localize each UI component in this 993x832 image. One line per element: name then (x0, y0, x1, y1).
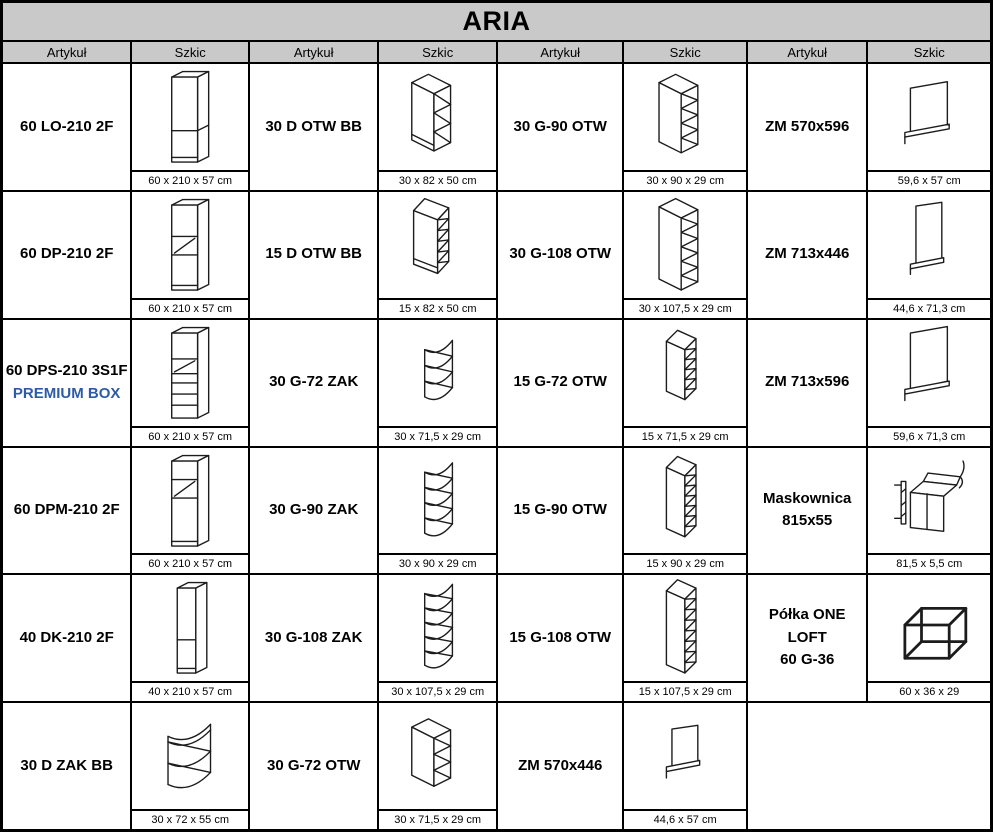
base-open-shelf-30-icon (384, 66, 491, 168)
sketch-area (868, 575, 990, 681)
article-cell (498, 575, 622, 701)
column-header-szkic: Szkic (379, 42, 496, 62)
article-code: 30 G-72 ZAK (269, 373, 359, 391)
article-code: 60 DPS-210 3S1F (5, 362, 128, 380)
article-cell (498, 703, 622, 829)
article-code: 30 G-108 OTW (509, 245, 612, 263)
sketch-cell (132, 192, 248, 318)
dimensions-label: 30 x 71,5 x 29 cm (379, 426, 496, 446)
sketch-area (624, 703, 746, 809)
sketch-cell (379, 448, 496, 574)
column-header-artykul: Artykuł (498, 42, 622, 62)
sketch-cell (624, 64, 746, 190)
column-header-artykul: Artykuł (3, 42, 130, 62)
dimensions-label: 30 x 90 x 29 cm (379, 553, 496, 573)
sketch-area (379, 575, 496, 681)
column-header-artykul: Artykuł (748, 42, 867, 62)
column-header-szkic: Szkic (624, 42, 746, 62)
sketch-cell (624, 448, 746, 574)
sketch-area (379, 320, 496, 426)
article-code: ZM 570x446 (518, 756, 603, 774)
article-cell (3, 448, 130, 574)
sketch-area (379, 64, 496, 170)
wall-open-shelf-30-90-icon (629, 66, 741, 168)
catalog-title: ARIA (3, 3, 990, 40)
article-cell (748, 448, 867, 574)
article-cell (748, 64, 867, 190)
article-cell (3, 575, 130, 701)
article-cell (3, 320, 130, 446)
sketch-cell (379, 64, 496, 190)
article-code-line2: 60 G-36 (780, 651, 835, 669)
corner-shelf-30-108-icon (384, 577, 491, 679)
premium-box-note: PREMIUM BOX (12, 384, 121, 402)
sketch-area (132, 64, 248, 170)
article-code-line2: 815x55 (782, 512, 833, 530)
loft-frame-shelf-icon (873, 577, 985, 679)
article-code: 30 D ZAK BB (20, 756, 113, 774)
article-code: 30 G-90 OTW (513, 117, 607, 135)
article-cell (748, 192, 867, 318)
dimensions-label: 15 x 71,5 x 29 cm (624, 426, 746, 446)
article-cell (250, 575, 377, 701)
empty-cell (748, 703, 990, 829)
appliance-panel-570x446-icon (629, 705, 741, 807)
dimensions-label: 44,6 x 57 cm (624, 809, 746, 829)
article-cell (250, 320, 377, 446)
article-cell (498, 64, 622, 190)
appliance-panel-570x596-icon (873, 66, 985, 168)
tall-oven-housing-drawers-icon (137, 322, 243, 424)
sketch-area (132, 703, 248, 809)
sketch-cell (868, 192, 990, 318)
dimensions-label: 30 x 72 x 55 cm (132, 809, 248, 829)
base-open-shelf-15-icon (384, 194, 491, 296)
sketch-cell (379, 575, 496, 701)
sketch-cell (379, 703, 496, 829)
mask-strip-815x55-icon (873, 450, 985, 552)
sketch-cell (868, 448, 990, 574)
article-code: 60 DPM-210 2F (13, 501, 120, 519)
corner-shelf-30-72-icon (384, 322, 491, 424)
article-cell (3, 703, 130, 829)
sketch-cell (132, 448, 248, 574)
dimensions-label: 30 x 82 x 50 cm (379, 170, 496, 190)
dimensions-label: 60 x 210 x 57 cm (132, 553, 248, 573)
dimensions-label: 60 x 210 x 57 cm (132, 298, 248, 318)
article-code: 60 DP-210 2F (19, 245, 114, 263)
wall-open-shelf-30-72-icon (384, 705, 491, 807)
sketch-area (624, 192, 746, 298)
sketch-area (868, 320, 990, 426)
article-cell (250, 64, 377, 190)
tall-cabinet-40-icon (137, 577, 243, 679)
sketch-area (379, 703, 496, 809)
dimensions-label: 30 x 71,5 x 29 cm (379, 809, 496, 829)
sketch-cell (379, 320, 496, 446)
sketch-cell (868, 575, 990, 701)
base-corner-shelf-30-icon (137, 705, 243, 807)
sketch-cell (868, 64, 990, 190)
article-code: 30 G-90 ZAK (269, 501, 359, 519)
dimensions-label: 60 x 210 x 57 cm (132, 426, 248, 446)
dimensions-label: 59,6 x 57 cm (868, 170, 990, 190)
article-code: ZM 713x446 (765, 245, 850, 263)
article-code: 15 D OTW BB (265, 245, 363, 263)
article-code: 30 D OTW BB (265, 117, 363, 135)
dimensions-label: 60 x 210 x 57 cm (132, 170, 248, 190)
column-header-szkic: Szkic (132, 42, 248, 62)
dimensions-label: 30 x 107,5 x 29 cm (624, 298, 746, 318)
wall-open-shelf-15-108-icon (629, 577, 741, 679)
dimensions-label: 81,5 x 5,5 cm (868, 553, 990, 573)
tall-microwave-housing-icon (137, 450, 243, 552)
sketch-cell (624, 575, 746, 701)
dimensions-label: 15 x 90 x 29 cm (624, 553, 746, 573)
column-header-artykul: Artykuł (250, 42, 377, 62)
sketch-area (624, 64, 746, 170)
sketch-cell (624, 703, 746, 829)
dimensions-label: 44,6 x 71,3 cm (868, 298, 990, 318)
article-code: Półka ONE LOFT (768, 606, 846, 646)
appliance-panel-713x596-icon (873, 322, 985, 424)
article-code: 30 G-72 OTW (267, 756, 361, 774)
sketch-area (868, 64, 990, 170)
sketch-cell (624, 320, 746, 446)
article-code: 40 DK-210 2F (19, 628, 114, 646)
sketch-area (868, 192, 990, 298)
dimensions-label: 15 x 107,5 x 29 cm (624, 681, 746, 701)
article-code: 15 G-108 OTW (509, 628, 612, 646)
article-cell (498, 192, 622, 318)
article-cell (3, 64, 130, 190)
tall-cabinet-2-fronts-icon (137, 66, 243, 168)
sketch-area (132, 448, 248, 554)
dimensions-label: 15 x 82 x 50 cm (379, 298, 496, 318)
sketch-cell (868, 320, 990, 446)
sketch-area (868, 448, 990, 554)
article-cell (498, 320, 622, 446)
sketch-area (379, 192, 496, 298)
dimensions-label: 40 x 210 x 57 cm (132, 681, 248, 701)
sketch-cell (132, 320, 248, 446)
article-code: 30 G-108 ZAK (264, 628, 363, 646)
corner-shelf-30-90-icon (384, 450, 491, 552)
article-code: ZM 713x596 (765, 373, 850, 391)
dimensions-label: 30 x 90 x 29 cm (624, 170, 746, 190)
sketch-area (379, 448, 496, 554)
article-cell (498, 448, 622, 574)
sketch-area (132, 320, 248, 426)
wall-open-shelf-30-108-icon (629, 194, 741, 296)
article-cell (3, 192, 130, 318)
article-cell (250, 192, 377, 318)
sketch-cell (132, 703, 248, 829)
sketch-area (132, 575, 248, 681)
sketch-cell (379, 192, 496, 318)
sketch-cell (132, 575, 248, 701)
dimensions-label: 59,6 x 71,3 cm (868, 426, 990, 446)
sketch-area (624, 448, 746, 554)
column-header-szkic: Szkic (868, 42, 990, 62)
article-cell (748, 320, 867, 446)
article-code: 60 LO-210 2F (19, 117, 114, 135)
article-code: 15 G-90 OTW (513, 501, 607, 519)
appliance-panel-713x446-icon (873, 194, 985, 296)
wall-open-shelf-15-72-icon (629, 322, 741, 424)
article-cell (748, 575, 867, 701)
tall-oven-housing-icon (137, 194, 243, 296)
article-code: ZM 570x596 (765, 117, 850, 135)
article-cell (250, 703, 377, 829)
sketch-area (132, 192, 248, 298)
wall-open-shelf-15-90-icon (629, 450, 741, 552)
article-code: Maskownica (763, 489, 852, 507)
sketch-cell (624, 192, 746, 318)
article-cell (250, 448, 377, 574)
dimensions-label: 60 x 36 x 29 (868, 681, 990, 701)
sketch-area (624, 320, 746, 426)
dimensions-label: 30 x 107,5 x 29 cm (379, 681, 496, 701)
sketch-cell (132, 64, 248, 190)
sketch-area (624, 575, 746, 681)
article-code: 15 G-72 OTW (513, 373, 607, 391)
